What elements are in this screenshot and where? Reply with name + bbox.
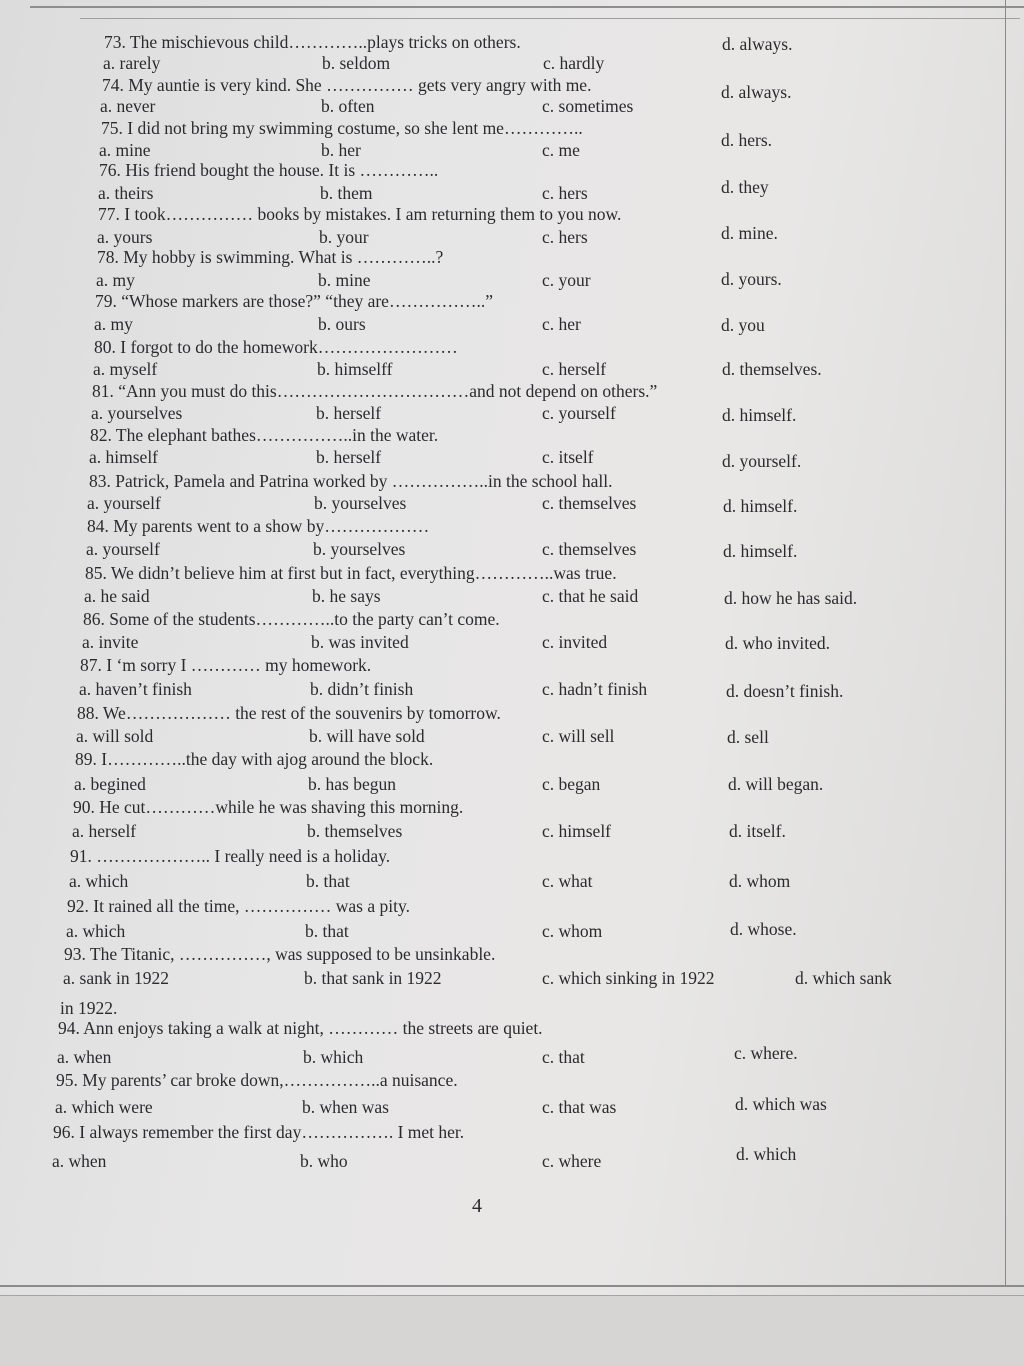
option-c: c. hers: [542, 183, 588, 203]
option-c: c. that: [542, 1047, 585, 1067]
option-b: b. herself: [316, 447, 382, 467]
option-b: b. her: [321, 140, 361, 160]
option-c: c. yourself: [542, 403, 616, 423]
option-d: d. always.: [721, 82, 792, 102]
option-a: a. begined: [74, 774, 146, 794]
option-b: b. seldom: [322, 53, 391, 73]
option-b: b. who: [300, 1151, 348, 1171]
question-stem: 82. The elephant bathes……………..in the water.: [90, 425, 439, 445]
question-stem: 77. I took…………… books by mistakes. I am returning them to you now.: [98, 204, 622, 224]
option-d: d. sell: [727, 727, 769, 747]
option-b: b. didn’t finish: [310, 679, 414, 699]
option-a: a. invite: [82, 632, 139, 652]
option-c: c. what: [542, 871, 593, 891]
option-a: a. rarely: [103, 53, 161, 73]
option-c: c. themselves: [542, 493, 637, 513]
option-b: b. ours: [318, 314, 366, 334]
option-a: a. never: [100, 96, 156, 116]
option-a: a. sank in 1922: [63, 968, 169, 988]
question-stem: 74. My auntie is very kind. She …………… gets very angry with me.: [102, 75, 592, 95]
option-d: d. yours.: [721, 269, 782, 289]
option-c: c. her: [542, 314, 581, 334]
question-stem: 95. My parents’ car broke down,……………..a nuisance.: [56, 1070, 458, 1090]
option-b: b. that sank in 1922: [304, 968, 442, 988]
question-stem: 78. My hobby is swimming. What is …………..?: [97, 247, 444, 267]
option-b: b. themselves: [307, 821, 403, 841]
option-c: c. will sell: [542, 726, 615, 746]
option-b: b. that: [306, 871, 350, 891]
question-stem: 73. The mischievous child…………..plays tricks on others.: [104, 32, 521, 52]
option-a: a. himself: [89, 447, 159, 467]
option-d-continuation: in 1922.: [60, 998, 118, 1018]
option-d: d. how he has said.: [724, 588, 858, 608]
option-c: c. herself: [542, 359, 607, 379]
option-d: d. which: [736, 1144, 797, 1164]
option-c: c. began: [542, 774, 601, 794]
option-d: d. himself.: [723, 541, 798, 561]
option-c: c. sometimes: [542, 96, 634, 116]
option-a: a. theirs: [98, 183, 154, 203]
option-c: c. hers: [542, 227, 588, 247]
question-stem: 90. He cut…………while he was shaving this morning.: [73, 797, 464, 817]
option-b: b. which: [303, 1047, 364, 1067]
question-stem: 85. We didn’t believe him at first but in fact, everything…………..was true.: [85, 563, 617, 583]
question-stem: 91. ……………….. I really need is a holiday.: [70, 846, 391, 866]
option-b: b. when was: [302, 1097, 389, 1117]
option-d: d. whom: [729, 871, 791, 891]
option-d: d. always.: [722, 34, 793, 54]
page-number: 4: [472, 1195, 482, 1217]
page-bottom-margin: [0, 1296, 1024, 1365]
option-c: c. hadn’t finish: [542, 679, 648, 699]
option-b: b. herself: [316, 403, 382, 423]
option-a: a. haven’t finish: [79, 679, 192, 699]
option-d: d. himself.: [722, 405, 797, 425]
option-b: b. your: [319, 227, 369, 247]
option-a: a. yourself: [87, 493, 161, 513]
option-d: d. whose.: [730, 919, 797, 939]
option-b: b. yourselves: [314, 493, 407, 513]
question-stem: 75. I did not bring my swimming costume, so she lent me…………..: [101, 118, 583, 138]
option-a: a. he said: [84, 586, 150, 606]
option-d: d. which was: [735, 1094, 827, 1114]
option-c: c. that he said: [542, 586, 639, 606]
option-b: b. has begun: [308, 774, 396, 794]
option-d: d. they: [721, 177, 769, 197]
question-stem: 87. I ‘m sorry I ………… my homework.: [80, 655, 372, 675]
option-d: d. themselves.: [722, 359, 822, 379]
option-c: c. whom: [542, 921, 603, 941]
option-a: a. mine: [99, 140, 151, 160]
question-stem: 92. It rained all the time, …………… was a pity.: [67, 896, 410, 916]
question-stem: 94. Ann enjoys taking a walk at night, ………… the streets are quiet.: [58, 1018, 543, 1038]
option-b: b. he says: [312, 586, 381, 606]
option-d: d. who invited.: [725, 633, 830, 653]
option-c: c. themselves: [542, 539, 637, 559]
option-d: c. where.: [734, 1043, 798, 1063]
option-a: a. when: [52, 1151, 107, 1171]
option-d: d. doesn’t finish.: [726, 681, 844, 701]
question-stem: 88. We……………… the rest of the souvenirs by tomorrow.: [77, 703, 501, 723]
option-d: d. which sank: [795, 968, 892, 988]
option-d: d. itself.: [729, 821, 786, 841]
option-a: a. when: [57, 1047, 112, 1067]
question-stem: 86. Some of the students…………..to the party can’t come.: [83, 609, 500, 629]
option-c: c. himself: [542, 821, 612, 841]
option-b: b. them: [320, 183, 373, 203]
option-b: b. himselff: [317, 359, 393, 379]
option-a: a. my: [96, 270, 135, 290]
option-a: a. yours: [97, 227, 153, 247]
question-stem: 93. The Titanic, ……………, was supposed to be unsinkable.: [64, 944, 496, 964]
option-c: c. which sinking in 1922: [542, 968, 715, 988]
option-a: a. which: [69, 871, 129, 891]
option-c: c. me: [542, 140, 580, 160]
option-d: d. himself.: [723, 496, 798, 516]
option-a: a. myself: [93, 359, 158, 379]
question-stem: 83. Patrick, Pamela and Patrina worked by ……………..in the school hall.: [89, 471, 613, 491]
option-a: a. herself: [72, 821, 137, 841]
bottom-rule: [0, 1285, 1024, 1287]
option-b: b. often: [321, 96, 375, 116]
option-a: a. yourselves: [91, 403, 183, 423]
question-stem: 84. My parents went to a show by………………: [87, 516, 430, 536]
option-c: c. invited: [542, 632, 608, 652]
option-a: a. will sold: [76, 726, 154, 746]
option-b: b. mine: [318, 270, 371, 290]
question-stem: 96. I always remember the first day……………. I met her.: [53, 1122, 465, 1142]
option-a: a. my: [94, 314, 133, 334]
option-a: a. yourself: [86, 539, 160, 559]
question-stem: 89. I…………..the day with ajog around the block.: [75, 749, 434, 769]
option-b: b. that: [305, 921, 349, 941]
option-c: c. itself: [542, 447, 594, 467]
question-stem: 76. His friend bought the house. It is …………..: [99, 160, 439, 180]
option-b: b. will have sold: [309, 726, 425, 746]
option-c: c. that was: [542, 1097, 617, 1117]
option-a: a. which were: [55, 1097, 153, 1117]
option-d: d. yourself.: [722, 451, 802, 471]
question-stem: 79. “Whose markers are those?” “they are……………..”: [95, 291, 493, 311]
option-d: d. mine.: [721, 223, 778, 243]
option-d: d. will began.: [728, 774, 824, 794]
option-d: d. you: [721, 315, 765, 335]
option-c: c. hardly: [543, 53, 605, 73]
option-a: a. which: [66, 921, 126, 941]
option-c: c. where: [542, 1151, 602, 1171]
option-b: b. was invited: [311, 632, 409, 652]
option-b: b. yourselves: [313, 539, 406, 559]
question-stem: 81. “Ann you must do this……………………………and not depend on others.”: [92, 381, 658, 401]
option-c: c. your: [542, 270, 591, 290]
option-d: d. hers.: [721, 130, 773, 150]
question-stem: 80. I forgot to do the homework……………………: [94, 337, 458, 357]
